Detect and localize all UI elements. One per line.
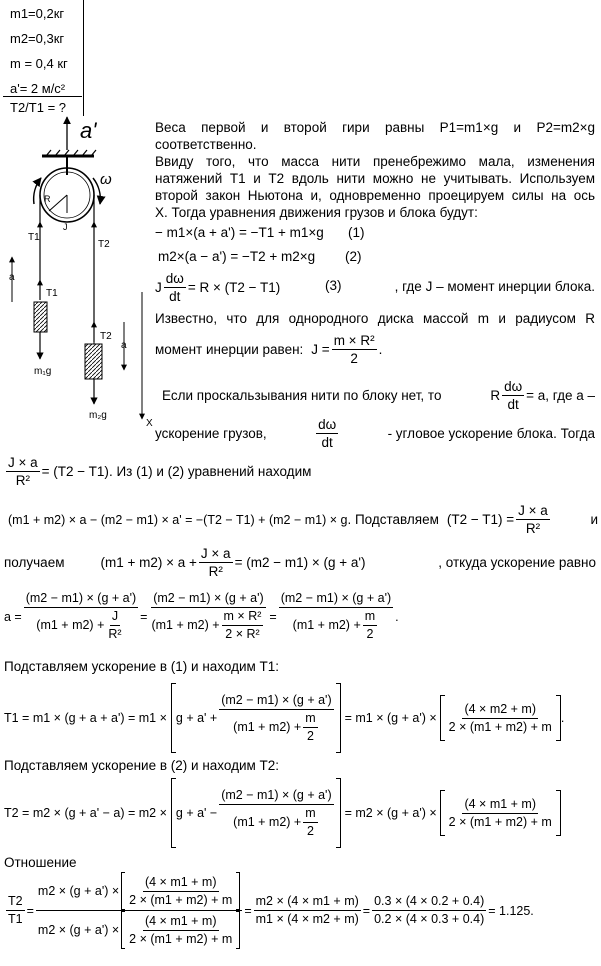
line8-d1d: R² [108, 627, 122, 641]
given-a-prime: a'= 2 м/с² [10, 81, 66, 96]
para3-post: = a, где a – [526, 388, 595, 403]
line8-d2n: m × R² [222, 608, 264, 626]
omega-label: ω [100, 171, 112, 188]
pulley-diagram [0, 112, 160, 432]
para1-line6: X. Тогда уравнения движения грузов и блока будут: [155, 205, 478, 220]
ratio-result: = 1.125. [488, 903, 534, 918]
para1-line5: второй закон Ньютона и, одновременно проецируем силы на ось [155, 188, 595, 203]
inertia-fraction [332, 332, 377, 367]
t1-equation: T1 = m1 × (g + a + a') = m1 × g + a' + (m2 − m1) × (g + a') (m1 + m2) + $\frac{m}{2}$ = m1 × (g + a') × $\frac{(4 \times m2 + m)}{2 \times (m1 + m2) + m}$ . [4, 683, 564, 753]
line7-mid: , откуда ускорение равно [438, 554, 596, 570]
equation-3-number: (3) [325, 278, 342, 293]
t1-g: g + a' + [175, 711, 218, 725]
ratio-equation: $\frac{T2}{T1}$ = m2 × (g + a') × $\frac{(4 \times m1 + m)}{2 \times (m1 + m2) + m}$ m2 × (g + a') × $\frac{(4 \times m1 + m)}{2 \times (m1 + m2) + m}$ = $\frac{m2 \times (4 \times m1 + m)}{m1 \times (4 \times m2 + m)}$ = $\frac{0.3 \times (4 \times 0.2 + 0.4)}{0.2 \times (4 \times 0.3 + 0.4)}$ = 1.125. [4, 872, 534, 949]
ratio-d-fd: 2 × (m1 + m2) + m [129, 931, 233, 946]
equation-1-number: (1) [348, 225, 365, 240]
line6-equation: (m1 + m2) × a − (m2 − m1) × a' = −(T2 − T1) + (m2 − m1) × g [8, 512, 348, 527]
T2-low-label: T2 [100, 331, 112, 342]
given-m1: m1=0,2кг [10, 6, 65, 21]
equation-2-number: (2) [345, 249, 362, 264]
t1-fd: 2 × (m1 + m2) + m [448, 719, 552, 734]
t2-equation [4, 778, 561, 848]
t2-da: (m1 + m2) + [233, 814, 302, 829]
t2-lhs: T2 = m2 × (g + a' − a) = m2 × [4, 806, 167, 820]
para3-fraction [502, 378, 524, 413]
given-vertical-line [83, 0, 84, 116]
line8-n3: (m2 − m1) × (g + a') [279, 590, 393, 608]
line8-frac1 [24, 590, 138, 643]
line8-a: a = [4, 609, 22, 624]
line8-n1: (m2 − m1) × (g + a') [24, 590, 138, 608]
para4-den: dt [321, 435, 333, 450]
para1-line2: соответственно. [155, 137, 257, 152]
para4-fraction [316, 416, 338, 451]
ratio-big-fraction [36, 872, 242, 949]
a-left-label: a [9, 272, 15, 283]
t2-g: g + a' − [175, 806, 218, 820]
given-question: T2/T1 = ? [10, 100, 66, 115]
t1-dn: m [303, 710, 317, 728]
line6-lhs2: (T2 − T1) = [446, 512, 515, 527]
equation-1: − m1×(a + a') = −T1 + m1×g [155, 225, 324, 240]
subheading-t2: Подставляем ускорение в (2) и находим T2: [4, 758, 280, 773]
ratio-label: Отношение [4, 855, 77, 870]
line8-d3d: 2 [366, 627, 374, 641]
ratio-lhs [6, 893, 25, 928]
para1-line1: Веса первой и второй гири равны P1=m1×g и P2=m2×g [155, 120, 595, 135]
T2-top-label: T2 [98, 239, 110, 250]
t1-final-fraction [447, 701, 554, 736]
line6-den: R² [525, 521, 541, 536]
line5-fraction [6, 454, 40, 489]
t2-eq: = m2 × (g + a') × [344, 806, 437, 820]
x-axis-label: X [146, 418, 153, 429]
line6-text: . Подставляем [347, 511, 439, 527]
ratio-d-pre: m2 × (g + a') × [37, 922, 120, 937]
ratio-ld: T1 [8, 912, 23, 926]
line8-n2: (m2 − m1) × (g + a') [151, 590, 265, 608]
line5 [4, 454, 311, 489]
weight-m1 [34, 302, 47, 332]
para1-line4: натяжений T1 и T2 вдоль нити можно не учитывать. Используем [155, 171, 595, 186]
line5-rhs: = (T2 − T1) [41, 464, 109, 479]
line8-d2d: 2 × R² [225, 627, 260, 641]
line5-den: R² [15, 473, 30, 488]
eq3-fraction [164, 270, 186, 305]
para1-line3: Ввиду того, что масса нити пренебрежимо мала, изменения [155, 154, 595, 169]
para3-num: dω [504, 379, 523, 394]
t2-n: (m2 − m1) × (g + a') [219, 787, 333, 805]
line8-d3n: m [363, 608, 377, 626]
m1g-label: m₁g [34, 366, 52, 377]
para2-line1: Известно, что для однородного диска массой m и радиусом R [155, 311, 595, 326]
T1-top-label: T1 [28, 232, 40, 243]
para4-post: - угловое ускорение блока. Тогда [387, 425, 595, 441]
line7-num: J × a [200, 546, 231, 561]
para3-line [162, 378, 595, 413]
J-label: J [63, 222, 68, 232]
a-right-label: a [121, 340, 127, 351]
line7-eq-a: (m1 + m2) × a + [100, 555, 197, 570]
para4-num: dω [318, 417, 337, 432]
ratio-simplified [254, 893, 361, 928]
inertia-lhs: J = [311, 342, 330, 357]
t1-da: (m1 + m2) + [233, 719, 302, 734]
line7-fraction [199, 545, 233, 580]
t2-fd: 2 × (m1 + m2) + m [448, 814, 552, 829]
a-prime-label: a' [80, 118, 97, 143]
line7-den: R² [208, 564, 223, 579]
para2-line2: момент инерции равен: [155, 341, 304, 357]
para3-den: dt [507, 397, 519, 412]
t1-n: (m2 − m1) × (g + a') [219, 692, 333, 710]
ratio-r1d: m1 × (4 × m2 + m) [255, 912, 359, 926]
given-m2: m2=0,3кг [10, 31, 65, 46]
line8-d2a: (m1 + m2) + [151, 618, 220, 632]
inertia-num: m × R² [333, 333, 375, 348]
t1-lhs: T1 = m1 × (g + a + a') = m1 × [4, 711, 167, 725]
radius-line [49, 195, 67, 211]
T1-low-label: T1 [46, 288, 58, 299]
para3-pre: Если проскальзывания нити по блоку нет, то [162, 387, 442, 403]
line5-num: J × a [8, 455, 38, 470]
line6-tail: и [590, 511, 598, 527]
R-label: R [44, 194, 51, 204]
line8: a = (m2 − m1) × (g + a') (m1 + m2) + $\frac{J}{\text{R²}}$ = (m2 − m1) × (g + a') (m1 + m2) + $\frac{\text{m × R²}}{\text{2 × R²}}$ = (m2 − m1) × (g + a') (m1 + m2) + $\frac{m}{2}$ . [4, 591, 399, 641]
equation-2: m2×(a − a') = −T2 + m2×g [158, 249, 316, 264]
line5-text: . Из (1) и (2) уравнений находим [108, 463, 312, 479]
t2-fraction [219, 787, 333, 840]
given-m: m = 0,4 кг [10, 56, 68, 71]
para4-line [155, 416, 595, 451]
line8-frac2 [149, 590, 267, 643]
ratio-n-fn: (4 × m1 + m) [143, 874, 219, 892]
line7-pre: получаем [4, 554, 65, 570]
para4-pre: ускорение грузов, [155, 425, 267, 441]
ratio-d-fn: (4 × m1 + m) [143, 913, 219, 931]
t2-fn: (4 × m1 + m) [462, 796, 538, 814]
subheading-t1: Подставляем ускорение в (1) и находим T1: [4, 659, 280, 674]
ratio-n-fd: 2 × (m1 + m2) + m [129, 892, 233, 907]
ratio-n-pre: m2 × (g + a') × [37, 883, 120, 898]
ratio-numeric [372, 893, 486, 928]
inertia-line: момент инерции равен: J = $\frac{\text{m × R²}}{2}$ . [155, 333, 383, 366]
ratio-r2n: 0.3 × (4 × 0.2 + 0.4) [372, 893, 486, 911]
eq3-den: dt [169, 289, 181, 304]
t1-eq: = m1 × (g + a') × [344, 711, 437, 725]
eq3-J: J [155, 280, 162, 295]
equation-3-tail: , где J – момент инерции блока. [394, 279, 595, 294]
eq3-num: dω [165, 271, 184, 286]
t2-final-fraction [447, 796, 554, 831]
para3-R: R [490, 388, 501, 403]
line8-frac3 [279, 590, 393, 643]
equation-3 [155, 270, 280, 305]
line7 [4, 545, 596, 580]
m2g-label: m₂g [89, 410, 107, 421]
line6-num: J × a [518, 503, 548, 518]
line8-d3a: (m1 + m2) + [292, 618, 361, 632]
inertia-den: 2 [350, 351, 358, 366]
line6 [8, 502, 598, 537]
weight-m2 [85, 344, 102, 379]
line6-fraction [516, 502, 550, 537]
eq3-rhs: = R × (T2 − T1) [187, 280, 281, 295]
line7-eq-b: = (m2 − m1) × (g + a') [234, 555, 366, 570]
ratio-r1n: m2 × (4 × m1 + m) [254, 893, 361, 911]
line8-d1n: J [110, 608, 120, 626]
t1-fraction [219, 692, 333, 745]
ratio-r2d: 0.2 × (4 × 0.3 + 0.4) [374, 912, 485, 926]
t2-dd: 2 [306, 823, 314, 838]
line8-d1a: (m1 + m2) + [36, 618, 105, 632]
t2-dn: m [303, 805, 317, 823]
t1-dd: 2 [306, 728, 314, 743]
t1-fn: (4 × m2 + m) [462, 701, 538, 719]
ratio-ln: T2 [6, 893, 25, 911]
given-divider [3, 96, 82, 97]
